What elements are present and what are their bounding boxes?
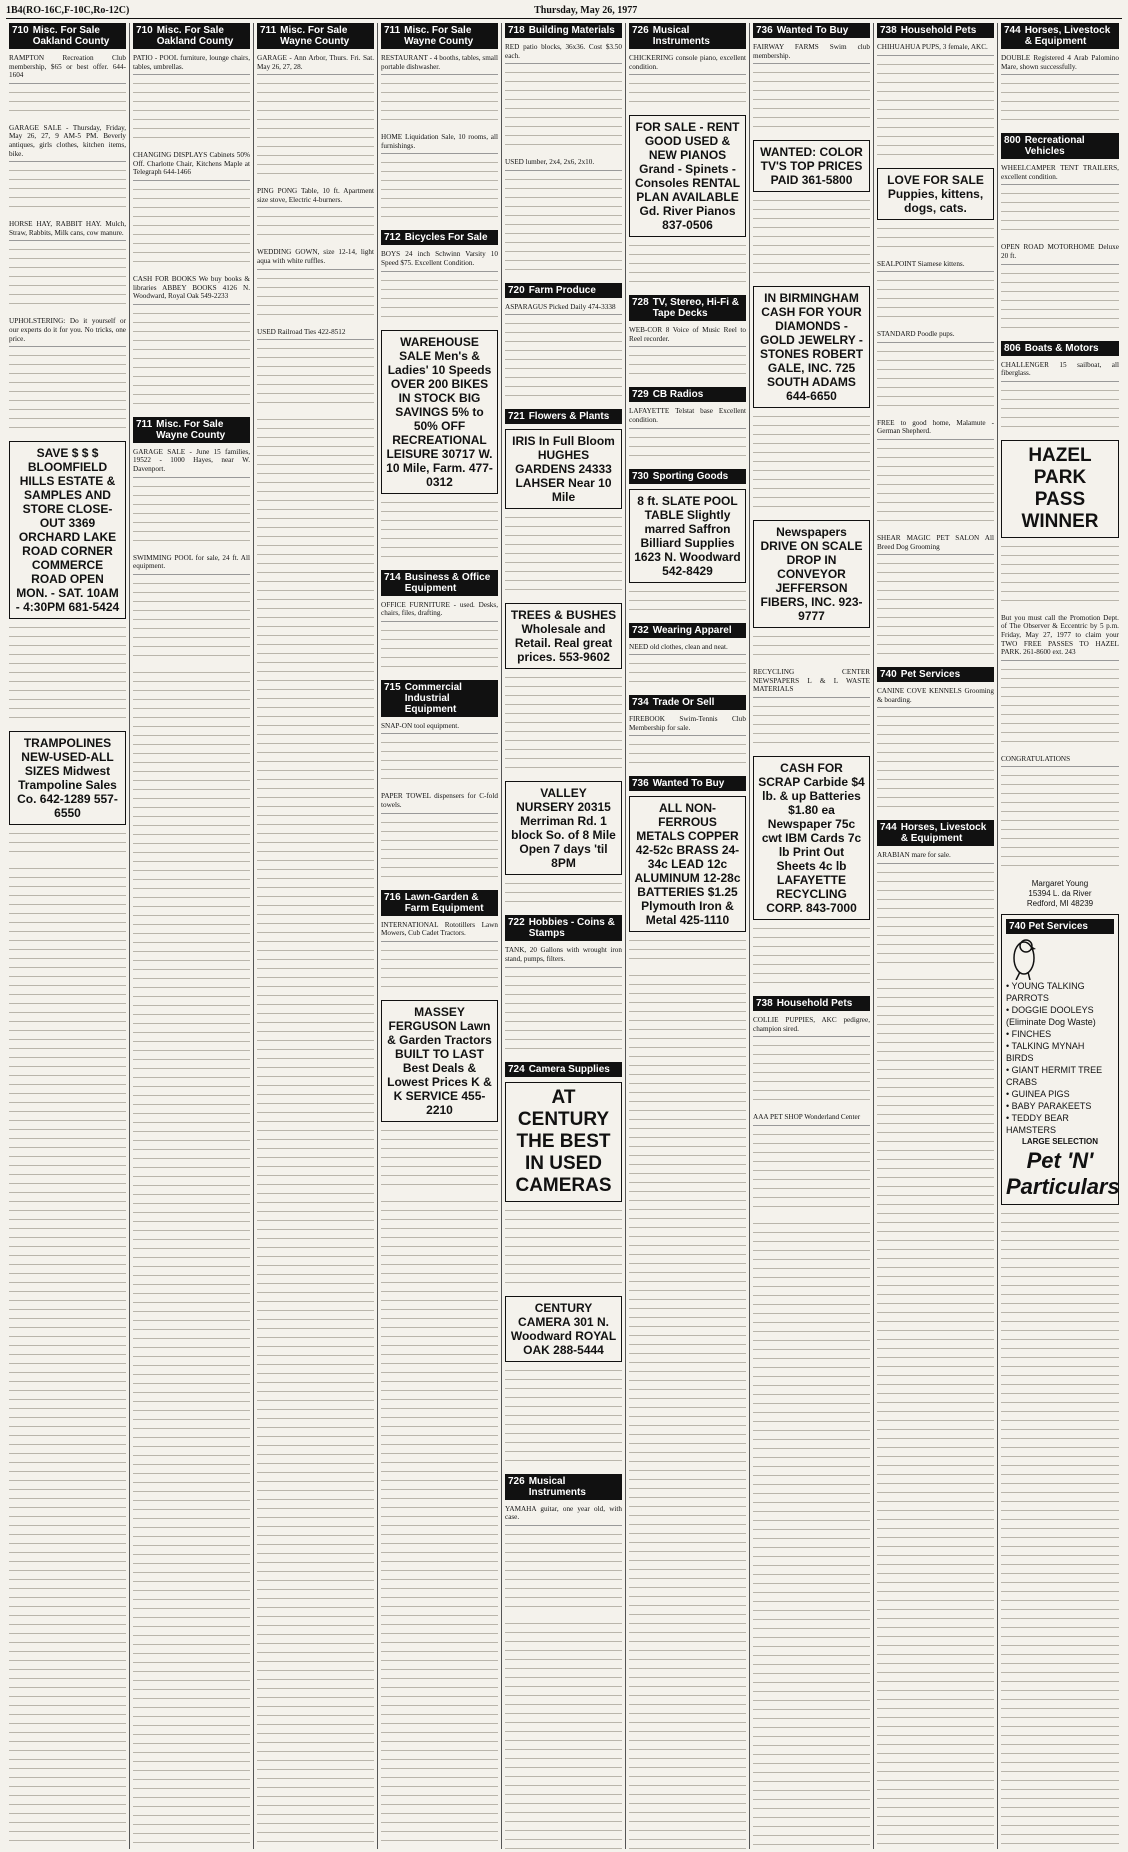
classified-text-block: [133, 186, 250, 270]
classified-text-block: [257, 80, 374, 182]
display-ad-text: VALLEY NURSERY 20315 Merriman Rd. 1 block So. of 8 Mile Open 7 days 'til 8PM: [511, 786, 616, 871]
section-number: 715: [384, 681, 401, 693]
classified-ad: GARAGE - Ann Arbor, Thurs. Fri. Sat. May 26, 27, 28.: [257, 54, 374, 75]
section-title: Pet Services: [900, 669, 961, 681]
classified-text-block: [505, 1531, 622, 1615]
section-number: 738: [756, 997, 773, 1009]
section-title: Business & Office Equipment: [404, 571, 491, 594]
section-header: [505, 1062, 622, 1077]
section-header: [629, 295, 746, 321]
display-ad: [381, 1000, 498, 1122]
classified-text-block: [753, 925, 870, 991]
classified-ad: BOYS 24 inch Schwinn Varsity 10 Speed $75. Excellent Condition.: [381, 250, 498, 271]
section-title: TV, Stereo, Hi-Fi & Tape Decks: [652, 297, 740, 320]
classified-text-block: [629, 80, 746, 110]
classified-text-block: [505, 1620, 622, 1849]
section-number: 800: [1004, 135, 1021, 147]
classified-text-block: [381, 739, 498, 787]
classified-ad: FIREBOOK Swim-Tennis Club Membership for sale.: [629, 715, 746, 736]
classified-text-block: [877, 713, 994, 815]
classified-text-block: [629, 741, 746, 771]
classified-text-block: [629, 660, 746, 690]
pet-item: • YOUNG TALKING PARROTS: [1006, 981, 1085, 1004]
section-title: Wanted To Buy: [652, 778, 725, 790]
classified-text-block: [505, 973, 622, 1057]
classified-ad: RECYCLING CENTER NEWSPAPERS L & L WASTE MATERIALS: [753, 668, 870, 698]
section-header: [1001, 133, 1119, 159]
display-ad-text: CASH FOR SCRAP Carbide $4 lb. & up Batteries $1.80 ea Newspaper 75c cwt IBM Cards 7c lb Print Out Sheets 4c lb LAFAYETTE RECYCLING CORP. 843-7000: [758, 760, 865, 915]
section-title: Lawn-Garden & Farm Equipment: [404, 891, 484, 914]
section-number: 736: [632, 778, 649, 790]
section-title: Boats & Motors: [1024, 342, 1099, 354]
column-9: [998, 23, 1122, 1849]
classified-text-block: [1001, 666, 1119, 750]
classified-text-block: [381, 499, 498, 565]
display-ad: [9, 441, 126, 619]
classified-ad: LAFAYETTE Telstat base Excellent condition.: [629, 407, 746, 428]
display-ad-text: TRAMPOLINES NEW-USED-ALL SIZES Midwest Trampoline Sales Co. 642-1289 557-6550: [17, 736, 118, 821]
classified-text-block: [505, 1367, 622, 1469]
classified-ad: INTERNATIONAL Rototillers Lawn Mowers, Cub Cadet Tractors.: [381, 921, 498, 942]
parrot-illustration-icon: [1006, 934, 1114, 980]
section-number: 714: [384, 571, 401, 583]
section-header: [629, 776, 746, 791]
display-ad: [629, 489, 746, 583]
section-number: 724: [508, 1063, 525, 1075]
display-ad-text: IN BIRMINGHAM CASH FOR YOUR DIAMONDS - GOLD JEWELRY - STONES ROBERT GALE, INC. 725 SOUTH ADAMS 644-6650: [759, 291, 864, 404]
section-number: 722: [508, 917, 525, 929]
classified-text-block: [257, 213, 374, 243]
column-3: [254, 23, 378, 1849]
section-header: [381, 890, 498, 916]
classified-text-block: [9, 624, 126, 726]
display-ad: [505, 1082, 622, 1202]
classified-ad: TANK, 20 Gallons with wrought iron stand, pumps, filters.: [505, 946, 622, 967]
classified-text-block: [1001, 190, 1119, 238]
display-ad: [505, 1296, 622, 1362]
column-2: [130, 23, 254, 1849]
section-number: 712: [384, 232, 401, 244]
section-number: 726: [632, 25, 649, 36]
section-title: Hobbies - Coins & Stamps: [528, 917, 615, 940]
classified-ad: STANDARD Poodle pups.: [877, 330, 994, 343]
section-title: Building Materials: [528, 25, 615, 36]
section-header: [629, 387, 746, 402]
hazel-winner-name: [1001, 879, 1119, 909]
classified-text-block: [9, 167, 126, 215]
classified-text-block: [381, 159, 498, 225]
section-title: Flowers & Plants: [528, 411, 610, 423]
winner-name: Margaret Young: [1031, 879, 1089, 889]
classified-text-block: [505, 674, 622, 776]
classified-ad: SEALPOINT Siamese kittens.: [877, 260, 994, 273]
classified-ad: COLLIE PUPPIES, AKC pedigree, champion sired.: [753, 1016, 870, 1037]
classified-text-block: [753, 1042, 870, 1108]
section-header: [505, 915, 622, 941]
classified-ad: CHICKERING console piano, excellent condition.: [629, 54, 746, 75]
classified-ad: FAIRWAY FARMS Swim club membership.: [753, 43, 870, 64]
display-ad-text: 8 ft. SLATE POOL TABLE Slightly marred Saffron Billiard Supplies 1623 N. Woodward 542-8429: [634, 493, 741, 578]
classified-ad: PAPER TOWEL dispensers for C-fold towels.: [381, 792, 498, 813]
classified-text-block: [753, 413, 870, 515]
section-number: 710: [12, 25, 29, 36]
classified-text-block: [753, 633, 870, 663]
classified-ad: ASPARAGUS Picked Daily 474-3338: [505, 303, 622, 316]
pet-n-particulars-ad: [1001, 914, 1119, 1205]
display-ad-text: Newspapers DRIVE ON SCALE DROP IN CONVEYOR JEFFERSON FIBERS, INC. 923-9777: [760, 525, 863, 624]
classified-ad: HOME Liquidation Sale, 10 rooms, all furnishings.: [381, 133, 498, 154]
section-header: [505, 23, 622, 38]
section-number: 738: [880, 25, 897, 36]
display-ad: [629, 796, 746, 932]
classified-text-block: [381, 819, 498, 885]
section-number: 726: [508, 1475, 525, 1487]
section-title: Wanted To Buy: [776, 25, 849, 36]
classified-text-block: [753, 1131, 870, 1215]
classified-text-block: [877, 348, 994, 414]
section-title: CB Radios: [652, 389, 704, 401]
pet-item: • TEDDY BEAR HAMSTERS: [1006, 1113, 1069, 1136]
classified-text-block: [877, 560, 994, 662]
section-title: Misc. For Sale Oakland County: [32, 25, 110, 47]
section-number: 736: [756, 25, 773, 36]
classified-text-block: [753, 703, 870, 751]
classified-text-block: [381, 80, 498, 128]
section-number: 806: [1004, 342, 1021, 354]
section-title: Misc. For Sale Wayne County: [280, 25, 350, 47]
classified-ad: CHALLENGER 15 sailboat, all fiberglass.: [1001, 361, 1119, 382]
section-header: [753, 996, 870, 1011]
classified-ad: WHEELCAMPER TENT TRAILERS, excellent condition.: [1001, 164, 1119, 185]
display-ad-text: MASSEY FERGUSON Lawn & Garden Tractors BUILT TO LAST Best Deals & Lowest Prices K & K SERVICE 455-2210: [387, 1004, 492, 1117]
classified-text-block: [9, 89, 126, 119]
classified-text-block: [133, 310, 250, 412]
section-number: 711: [384, 25, 401, 36]
classified-text-block: [877, 225, 994, 255]
classified-text-block: [381, 627, 498, 675]
classified-text-block: [629, 242, 746, 290]
classified-text-block: [1001, 1210, 1119, 1849]
classified-ad: PING PONG Table, 10 ft. Apartment size stove, Electric 4-burners.: [257, 187, 374, 208]
section-header: [505, 283, 622, 298]
classified-ad: HORSE HAY, RABBIT HAY. Mulch, Straw, Rabbits, Milk cans, cow manure.: [9, 220, 126, 241]
classified-text-block: [877, 869, 994, 971]
display-ad: [505, 781, 622, 875]
section-number: 728: [632, 297, 649, 309]
classified-ad: RAMPTON Recreation Club membership, $65 or best offer. 644-1604: [9, 54, 126, 84]
classified-text-block: [381, 1198, 498, 1849]
classified-text-block: [9, 830, 126, 860]
display-ad: [1001, 440, 1119, 538]
display-ad-text: LOVE FOR SALE Puppies, kittens, dogs, cats.: [887, 172, 984, 215]
section-title: Bicycles For Sale: [404, 232, 488, 244]
classified-text-block: [381, 1127, 498, 1193]
classified-text-block: [505, 880, 622, 910]
section-header: [877, 667, 994, 682]
classified-text-block: [1001, 387, 1119, 435]
classified-text-block: [1001, 270, 1119, 336]
display-ad: [381, 330, 498, 494]
classified-text-block: [629, 352, 746, 382]
section-header: [629, 23, 746, 49]
pet-item: • BABY PARAKEETS: [1006, 1101, 1092, 1112]
page-code: 1B4(RO-16C,F-10C,Ro-12C): [6, 5, 130, 16]
section-title: Sporting Goods: [652, 470, 729, 482]
classified-text-block: [9, 352, 126, 436]
section-number: 744: [1004, 25, 1021, 36]
display-ad: [753, 520, 870, 628]
classified-text-block: [1001, 80, 1119, 128]
display-ad: [505, 429, 622, 509]
section-header: [877, 23, 994, 38]
classified-ad: But you must call the Promotion Dept. of The Observer & Eccentric by 5 p.m. Friday, May 27, 1977 to claim your TWO FREE PASSES TO HAZEL PARK. 261-8600 ext. 243: [1001, 614, 1119, 661]
classified-ad: CASH FOR BOOKS We buy books & libraries ABBEY BOOKS 4126 N. Woodward, Royal Oak 549-2233: [133, 275, 250, 305]
section-number: 716: [384, 891, 401, 903]
classified-ad: CHIHUAHUA PUPS, 3 female, AKC.: [877, 43, 994, 56]
section-number: 730: [632, 470, 649, 482]
classified-text-block: [133, 580, 250, 664]
column-5: [502, 23, 626, 1849]
classified-text-block: [753, 197, 870, 281]
display-ad-text: SAVE $ $ $ BLOOMFIELD HILLS ESTATE & SAMPLES AND STORE CLOSE-OUT 3369 ORCHARD LAKE ROAD CORNER COMMERCE ROAD OPEN MON. - SAT. 10AM - 4:30PM 681-5424: [15, 446, 120, 615]
section-header: [877, 820, 994, 846]
section-header: [629, 695, 746, 710]
classified-text-block: [257, 416, 374, 1849]
classified-text-block: [629, 972, 746, 1849]
classified-ad: UPHOLSTERING: Do it yourself or our experts do it for you. No tricks, one price.: [9, 317, 126, 347]
classified-ad: OFFICE FURNITURE - used. Desks, chairs, files, drafting.: [381, 601, 498, 622]
section-header: [381, 570, 498, 596]
section-number: 744: [880, 822, 897, 834]
section-header: [381, 680, 498, 717]
classified-ad: WEB-COR 8 Voice of Music Reel to Reel recorder.: [629, 326, 746, 347]
classified-ad: USED Railroad Ties 422-8512: [257, 328, 374, 341]
section-header: [629, 623, 746, 638]
display-ad-text: AT CENTURY THE BEST IN USED CAMERAS: [515, 1086, 612, 1196]
pet-tagline: LARGE SELECTION: [1021, 1137, 1098, 1147]
display-ad-text: FOR SALE - RENT GOOD USED & NEW PIANOS Grand - Spinets - Consoles RENTAL PLAN AVAILABLE Gd. River Pianos 837-0506: [634, 120, 741, 233]
classified-columns: [6, 23, 1122, 1849]
display-ad-text: WAREHOUSE SALE Men's & Ladies' 10 Speeds OVER 200 BIKES IN STOCK BIG SAVINGS 5% to 50% OFF RECREATIONAL LEISURE 30717 W. 10 Mile, Farm. 477-0312: [386, 334, 493, 489]
section-title: Misc. For Sale Wayne County: [156, 418, 226, 441]
section-title: Recreational Vehicles: [1024, 135, 1085, 158]
classified-text-block: [505, 320, 622, 404]
issue-date: Thursday, May 26, 1977: [534, 5, 638, 16]
masthead: [6, 4, 1122, 19]
display-ad-text: WANTED: COLOR TV'S TOP PRICES PAID 361-5800: [760, 145, 863, 188]
section-title: Misc. For Sale Oakland County: [156, 25, 234, 47]
section-number: 721: [508, 411, 525, 423]
display-ad: [877, 168, 994, 220]
section-header: [1001, 341, 1119, 356]
pet-store-logo: Pet 'N' Particulars: [1006, 1148, 1120, 1200]
classified-text-block: [753, 69, 870, 135]
classified-ad: GARAGE SALE - June 15 families, 19522 - 1000 Hayes, near W. Davenport.: [133, 448, 250, 478]
display-ad: [505, 603, 622, 669]
classified-text-block: [257, 345, 374, 411]
classified-text-block: [133, 669, 250, 1849]
section-title: Horses, Livestock & Equipment: [1024, 25, 1111, 47]
classified-ad: WEDDING GOWN, size 12-14, light aqua with white ruffles.: [257, 248, 374, 269]
pet-item: • TALKING MYNAH BIRDS: [1006, 1041, 1085, 1064]
classified-text-block: [877, 277, 994, 325]
classified-text-block: [1001, 543, 1119, 609]
classified-ad: CHANGING DISPLAYS Cabinets 50% Off. Charlotte Chair, Kitchens Maple at Telegraph 644-1466: [133, 151, 250, 181]
classified-text-block: [505, 514, 622, 598]
section-title: Commercial Industrial Equipment: [404, 681, 462, 715]
section-header: [505, 1474, 622, 1500]
classified-text-block: [9, 865, 126, 1849]
display-ad: [9, 731, 126, 825]
classified-text-block: [629, 937, 746, 967]
section-title: Horses, Livestock & Equipment: [900, 822, 987, 845]
classified-ad: DOUBLE Registered 4 Arab Palomino Mare, shown successfully.: [1001, 54, 1119, 75]
section-header: [9, 23, 126, 49]
classified-text-block: [877, 976, 994, 1849]
classified-ad: CONGRATULATIONS: [1001, 755, 1119, 768]
classified-ad: CANINE COVE KENNELS Grooming & boarding.: [877, 687, 994, 708]
classified-text-block: [505, 176, 622, 278]
classified-ad: RED patio blocks, 36x36. Cost $3.50 each.: [505, 43, 622, 64]
classified-ad: OPEN ROAD MOTORHOME Deluxe 20 ft.: [1001, 243, 1119, 264]
section-number: 711: [136, 418, 153, 430]
classified-text-block: [629, 588, 746, 618]
section-number: 718: [508, 25, 525, 36]
display-ad-text: HAZEL PARK PASS WINNER: [1021, 444, 1099, 532]
section-number: 711: [260, 25, 277, 36]
section-header: [629, 469, 746, 484]
section-number: 729: [632, 389, 649, 401]
classified-text-block: [257, 275, 374, 323]
classified-ad: PATIO - POOL furniture, lounge chairs, tables, umbrellas.: [133, 54, 250, 75]
column-4: [378, 23, 502, 1849]
classified-text-block: [877, 61, 994, 163]
classified-ad: ARABIAN mare for sale.: [877, 851, 994, 864]
section-header: [133, 417, 250, 443]
classified-text-block: [381, 947, 498, 995]
section-number: 720: [508, 284, 525, 296]
winner-city: Redford, MI 48239: [1026, 899, 1094, 909]
classified-text-block: [381, 277, 498, 325]
classified-text-block: [9, 246, 126, 312]
display-ad-text: IRIS In Full Bloom HUGHES GARDENS 24333 LAHSER Near 10 Mile: [512, 434, 615, 505]
section-title: Camera Supplies: [528, 1063, 610, 1075]
pet-item: • DOGGIE DOOLEYS (Eliminate Dog Waste): [1006, 1005, 1096, 1028]
display-ad: [629, 115, 746, 237]
classified-text-block: [1001, 772, 1119, 874]
classified-ad: SHEAR MAGIC PET SALON All Breed Dog Grooming: [877, 534, 994, 555]
classified-text-block: [133, 483, 250, 549]
pet-item: • GIANT HERMIT TREE CRABS: [1006, 1065, 1103, 1088]
section-number: 740: [880, 669, 897, 681]
pet-services-header: 740 Pet Services: [1006, 919, 1114, 934]
section-header: [1001, 23, 1119, 49]
classified-ad: GARAGE SALE - Thursday, Friday, May 26, 27, 9 AM-5 PM. Beverly antiques, girls clothes, kitchen items, bike.: [9, 124, 126, 162]
section-header: [257, 23, 374, 49]
classified-text-block: [505, 69, 622, 153]
display-ad-text: TREES & BUSHES Wholesale and Retail. Real great prices. 553-9602: [510, 608, 617, 665]
classified-ad: USED lumber, 2x4, 2x6, 2x10.: [505, 158, 622, 171]
classified-ad: SWIMMING POOL for sale, 24 ft. All equipment.: [133, 554, 250, 575]
column-6: [626, 23, 750, 1849]
section-title: Farm Produce: [528, 284, 596, 296]
classified-ad: NEED old clothes, clean and neat.: [629, 643, 746, 656]
section-title: Misc. For Sale Wayne County: [404, 25, 474, 47]
classified-ad: SNAP-ON tool equipment.: [381, 722, 498, 735]
column-7: [750, 23, 874, 1849]
winner-address: 15394 L. da River: [1028, 889, 1092, 899]
section-title: Household Pets: [776, 997, 853, 1009]
column-8: [874, 23, 998, 1849]
section-header: [133, 23, 250, 49]
display-ad-text: ALL NON-FERROUS METALS COPPER 42-52c BRASS 24-34c LEAD 12c ALUMINUM 12-28c BATTERIES $1.25 Plymouth Iron & Metal 425-1110: [634, 801, 741, 928]
display-ad-text: CENTURY CAMERA 301 N. Woodward ROYAL OAK 288-5444: [510, 1300, 617, 1357]
classified-text-block: [133, 80, 250, 146]
section-number: 710: [136, 25, 153, 36]
pet-item: • FINCHES: [1006, 1029, 1052, 1040]
section-header: [753, 23, 870, 38]
classified-text-block: [629, 434, 746, 464]
classified-ad: FREE to good home, Malamute - German Shepherd.: [877, 419, 994, 440]
section-header: [381, 230, 498, 245]
display-ad: [753, 140, 870, 192]
classified-text-block: [505, 1207, 622, 1291]
display-ad: [753, 286, 870, 408]
section-title: Musical Instruments: [652, 25, 710, 47]
section-number: 734: [632, 697, 649, 709]
section-title: Musical Instruments: [528, 1475, 586, 1498]
section-header: [381, 23, 498, 49]
pet-item: • GUINEA PIGS: [1006, 1089, 1070, 1100]
classified-ad: AAA PET SHOP Wonderland Center: [753, 1113, 870, 1126]
section-header: [505, 409, 622, 424]
section-title: Household Pets: [900, 25, 977, 36]
section-title: Wearing Apparel: [652, 624, 732, 636]
classified-text-block: [877, 445, 994, 529]
section-number: 732: [632, 624, 649, 636]
classified-ad: RESTAURANT - 4 booths, tables, small portable dishwasher.: [381, 54, 498, 75]
column-1: [6, 23, 130, 1849]
section-title: Trade Or Sell: [652, 697, 715, 709]
classified-ad: YAMAHA guitar, one year old, with case.: [505, 1505, 622, 1526]
display-ad: [753, 756, 870, 920]
classified-text-block: [753, 1220, 870, 1849]
